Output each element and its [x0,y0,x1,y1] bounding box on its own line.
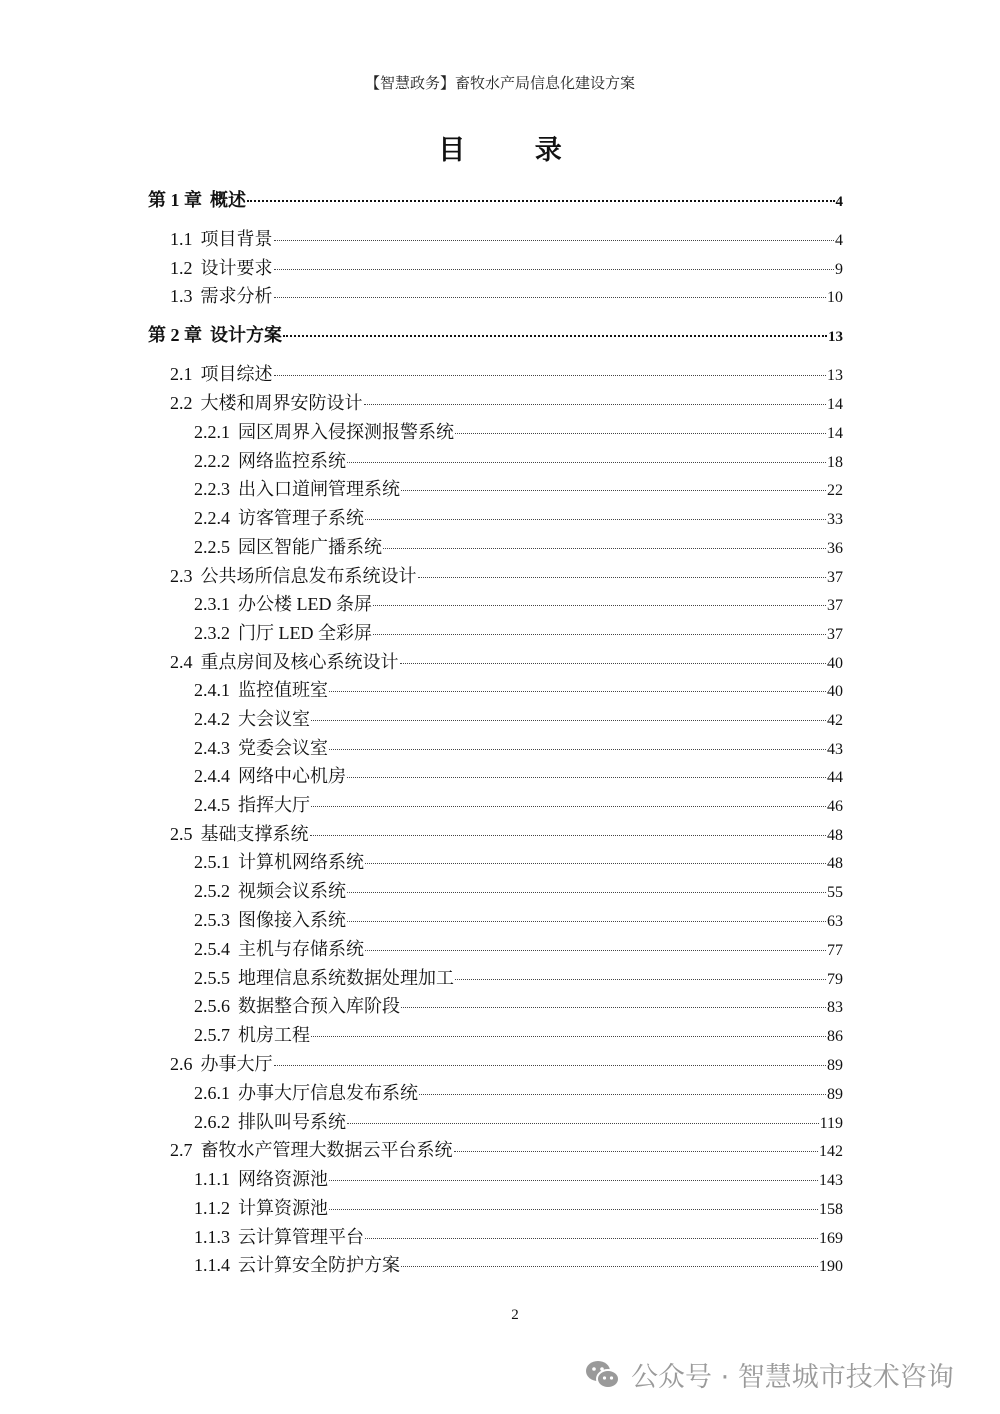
dot-leader [329,749,826,750]
dot-leader [418,577,827,578]
toc-entry-page: 119 [819,1115,843,1132]
toc-entry[interactable] [148,360,843,386]
toc-entry-number: 2.6 [170,1054,193,1074]
toc-entry-label: 网络监控系统 [238,451,346,471]
toc-entry-number: 2.2 [170,393,193,413]
toc-entry-title [194,1194,328,1220]
toc-entry-page: 36 [827,540,843,557]
dot-leader [373,605,826,606]
toc-entry-page: 10 [827,289,843,306]
toc-entry-label: 大楼和周界安防设计 [200,393,363,413]
toc-entry-page: 37 [827,569,843,586]
toc-entry-title [194,964,454,990]
dot-leader [401,1007,826,1008]
toc-entry-label: 排队叫号系统 [238,1112,346,1132]
toc-entry-page: 44 [827,769,843,786]
dot-leader [455,979,826,980]
toc-entry-number: 2.5 [170,824,193,844]
toc-entry-number: 1.1 [170,229,193,249]
toc-entry-label: 概述 [210,190,246,210]
toc-entry-label: 重点房间及核心系统设计 [200,652,399,672]
toc-entry[interactable] [148,992,843,1018]
toc-entry-page: 13 [828,329,843,345]
dot-leader [274,375,827,376]
toc-entry-label: 计算资源池 [238,1198,328,1218]
toc-entry[interactable] [148,1021,843,1047]
toc-entry[interactable] [148,676,843,702]
toc-entry[interactable] [148,225,843,251]
dot-leader [274,269,835,270]
toc-entry-title [194,1079,418,1105]
toc-entry-page: 13 [827,367,843,384]
toc-entry-label: 访客管理子系统 [238,508,364,528]
toc-entry-number: 2.2.4 [194,508,230,528]
toc-entry-page: 63 [827,913,843,930]
toc-entry-title [194,418,454,444]
toc-entry-label: 设计方案 [210,325,282,345]
dot-leader [310,835,827,836]
toc-entry-label: 需求分析 [200,286,273,306]
toc-entry[interactable] [148,1136,843,1162]
dot-leader [400,663,827,664]
dot-leader [419,1094,826,1095]
toc-entry-number: 2.7 [170,1140,193,1160]
dot-leader [347,777,826,778]
toc-entry-number: 第 1 章 [148,190,202,210]
toc-entry-label: 监控值班室 [238,680,328,700]
toc-entry-page: 86 [827,1028,843,1045]
toc-entry[interactable] [148,1165,843,1191]
toc-entry-page: 14 [827,396,843,413]
toc-entry-number: 2.4.3 [194,738,230,758]
watermark-text: 公众号 · 智慧城市技术咨询 [631,1362,954,1393]
toc-entry[interactable] [148,705,843,731]
toc-entry-page: 55 [827,884,843,901]
toc-entry-page: 79 [827,971,843,988]
toc-entry-label: 公共场所信息发布系统设计 [200,566,417,586]
toc-entry[interactable] [148,1223,843,1249]
toc-entry-label: 设计要求 [200,258,273,278]
toc-entry-label: 办事大厅 [200,1054,273,1074]
toc-entry[interactable] [148,619,843,645]
dot-leader [311,806,826,807]
toc-entry-page: 169 [819,1230,843,1247]
toc-entry-title [194,762,346,788]
toc-entry-label: 数据整合预入库阶段 [238,996,400,1016]
toc-entry[interactable] [148,877,843,903]
dot-leader [283,335,827,337]
toc-entry-label: 计算机网络系统 [238,852,364,872]
dot-leader [365,519,826,520]
toc-entry[interactable] [148,254,843,280]
toc-entry-page: 22 [827,482,843,499]
toc-entry-number: 2.6.1 [194,1083,230,1103]
toc-entry-title [194,877,346,903]
toc-entry-title [170,820,309,846]
dot-leader [329,1180,818,1181]
toc-entry-page: 48 [827,827,843,844]
toc-entry-number: 2.6.2 [194,1112,230,1132]
toc-entry-title [194,676,328,702]
toc-entry-title [170,562,417,588]
toc-entry-title [170,1136,453,1162]
toc-entry-page: 46 [827,798,843,815]
toc-entry-page: 9 [835,261,843,278]
toc-entry-label: 云计算安全防护方案 [238,1255,400,1275]
toc-entry-label: 畜牧水产管理大数据云平台系统 [200,1140,453,1160]
dot-leader [347,462,826,463]
toc-entry-page: 89 [827,1086,843,1103]
toc-entry-number: 2.4.1 [194,680,230,700]
toc-entry[interactable] [148,504,843,530]
dot-leader [401,490,826,491]
toc-entry-title [170,389,363,415]
toc-entry-label: 视频会议系统 [238,881,346,901]
toc-entry-page: 42 [827,712,843,729]
toc-entry-number: 第 2 章 [148,325,202,345]
toc-entry-page: 40 [827,655,843,672]
toc-entry-label: 办事大厅信息发布系统 [238,1083,418,1103]
dot-leader [274,1065,827,1066]
toc-entry-title [194,906,346,932]
toc-entry-number: 2.3 [170,566,193,586]
toc-entry-title [194,1223,364,1249]
dot-leader [274,240,835,241]
toc-entry[interactable] [148,1079,843,1105]
toc-entry-title [170,225,273,251]
toc-entry[interactable] [148,906,843,932]
toc-entry-title [194,935,364,961]
toc-entry-number: 2.2.5 [194,537,230,557]
toc-entry-title [148,186,246,212]
toc-entry[interactable] [148,590,843,616]
dot-leader [365,1238,818,1239]
toc-entry-number: 2.5.7 [194,1025,230,1045]
toc-entry-label: 办公楼 LED 条屏 [238,594,372,614]
toc-entry-title [194,992,400,1018]
toc-entry-title [194,590,372,616]
toc-entry-title [194,1251,400,1277]
toc-entry-page: 4 [835,232,843,249]
toc-entry-number: 2.3.2 [194,623,230,643]
toc-entry-label: 图像接入系统 [238,910,346,930]
dot-leader [455,433,826,434]
toc-entry-title [170,282,273,308]
toc-entry-label: 项目综述 [200,364,273,384]
toc-entry[interactable] [148,964,843,990]
toc-entry-page: 190 [819,1258,843,1275]
page-number: 2 [511,1307,519,1323]
dot-leader [373,634,826,635]
toc-entry[interactable] [148,935,843,961]
toc-entry-number: 2.2.3 [194,479,230,499]
toc-entry-number: 2.5.3 [194,910,230,930]
toc-entry[interactable] [148,1050,843,1076]
toc-entry-number: 2.2.1 [194,422,230,442]
toc-entry-label: 指挥大厅 [238,795,310,815]
toc-entry-number: 1.2 [170,258,193,278]
toc-entry-label: 基础支撑系统 [200,824,309,844]
dot-leader [347,1123,819,1124]
toc-entry[interactable] [148,186,843,212]
toc-entry-label: 云计算管理平台 [238,1227,364,1247]
toc-entry-title [194,619,372,645]
toc-entry-title [170,360,273,386]
toc-entry-label: 出入口道闸管理系统 [238,479,400,499]
toc-entry-number: 1.1.3 [194,1227,230,1247]
toc-entry-page: 4 [835,194,843,210]
toc-entry-number: 2.4.5 [194,795,230,815]
dot-leader [364,404,827,405]
toc-entry-page: 83 [827,999,843,1016]
toc-entry[interactable] [148,562,843,588]
toc-entry-number: 1.1.2 [194,1198,230,1218]
toc-entry-title [170,254,273,280]
toc-entry-title [194,504,364,530]
toc-entry-number: 2.4.2 [194,709,230,729]
toc-entry-number: 1.3 [170,286,193,306]
dot-leader [247,200,835,202]
dot-leader [274,297,827,298]
toc-entry-number: 2.5.2 [194,881,230,901]
toc-entry-label: 地理信息系统数据处理加工 [238,968,454,988]
toc-entry-page: 14 [827,425,843,442]
toc-entry-label: 党委会议室 [238,738,328,758]
toc-entry[interactable] [148,1251,843,1277]
toc-entry-number: 2.2.2 [194,451,230,471]
toc-entry-title [194,1021,310,1047]
toc-entry-number: 2.3.1 [194,594,230,614]
toc-entry[interactable] [148,321,843,347]
toc-entry-title [194,791,310,817]
dot-leader [401,1266,818,1267]
toc-entry-number: 2.5.6 [194,996,230,1016]
dot-leader [347,892,826,893]
toc-entry-page: 43 [827,741,843,758]
toc-entry-label: 主机与存储系统 [238,939,364,959]
toc-entry-title [194,734,328,760]
toc-entry-title [194,1165,328,1191]
toc-entry-label: 门厅 LED 全彩屏 [238,623,372,643]
dot-leader [311,1036,826,1037]
toc-entry-label: 大会议室 [238,709,310,729]
toc-entry-number: 2.5.4 [194,939,230,959]
toc-entry-title [194,705,310,731]
toc-entry-page: 89 [827,1057,843,1074]
toc-entry-label: 网络资源池 [238,1169,328,1189]
toc-entry[interactable] [148,282,843,308]
dot-leader [347,921,826,922]
toc-entry-page: 37 [827,597,843,614]
toc-entry[interactable] [148,447,843,473]
toc-entry-page: 48 [827,855,843,872]
toc-entry-title [194,533,382,559]
toc-entry[interactable] [148,475,843,501]
toc-entry-number: 2.4 [170,652,193,672]
dot-leader [383,548,826,549]
dot-leader [329,1209,818,1210]
toc-entry[interactable] [148,848,843,874]
toc-entry-page: 33 [827,511,843,528]
toc-entry[interactable] [148,791,843,817]
dot-leader [454,1151,819,1152]
toc-entry-number: 2.1 [170,364,193,384]
toc-entry[interactable] [148,1108,843,1134]
toc-entry-title [148,321,282,347]
toc-entry-page: 143 [819,1172,843,1189]
toc-entry[interactable] [148,648,843,674]
toc-entry[interactable] [148,533,843,559]
toc-entry-label: 园区智能广播系统 [238,537,382,557]
toc-entry-title [194,1108,346,1134]
running-header: 【智慧政务】畜牧水产局信息化建设方案 [364,76,635,92]
page-title: 目 录 [438,135,592,166]
dot-leader [329,691,826,692]
toc-entry-page: 37 [827,626,843,643]
dot-leader [365,863,826,864]
toc-entry-title [194,848,364,874]
toc-entry-number: 1.1.1 [194,1169,230,1189]
toc-entry[interactable] [148,734,843,760]
toc-entry[interactable] [148,762,843,788]
toc-entry-title [194,475,400,501]
toc-entry[interactable] [148,389,843,415]
toc-entry-title [194,447,346,473]
wechat-icon [585,1359,621,1391]
toc-entry-page: 77 [827,942,843,959]
toc-entry[interactable] [148,1194,843,1220]
toc-entry-title [170,1050,273,1076]
toc-entry-page: 158 [819,1201,843,1218]
watermark [585,1355,954,1394]
toc-entry-page: 18 [827,454,843,471]
toc-entry-page: 40 [827,683,843,700]
dot-leader [311,720,826,721]
toc-entry[interactable] [148,418,843,444]
toc-entry-label: 园区周界入侵探测报警系统 [238,422,454,442]
toc-entry-number: 2.5.1 [194,852,230,872]
toc-entry[interactable] [148,820,843,846]
toc-entry-number: 2.4.4 [194,766,230,786]
toc-entry-label: 网络中心机房 [238,766,346,786]
toc-entry-number: 2.5.5 [194,968,230,988]
toc-entry-page: 142 [819,1143,843,1160]
dot-leader [365,950,826,951]
toc-entry-title [170,648,399,674]
toc-entry-label: 项目背景 [200,229,273,249]
toc-entry-number: 1.1.4 [194,1255,230,1275]
toc-entry-label: 机房工程 [238,1025,310,1045]
